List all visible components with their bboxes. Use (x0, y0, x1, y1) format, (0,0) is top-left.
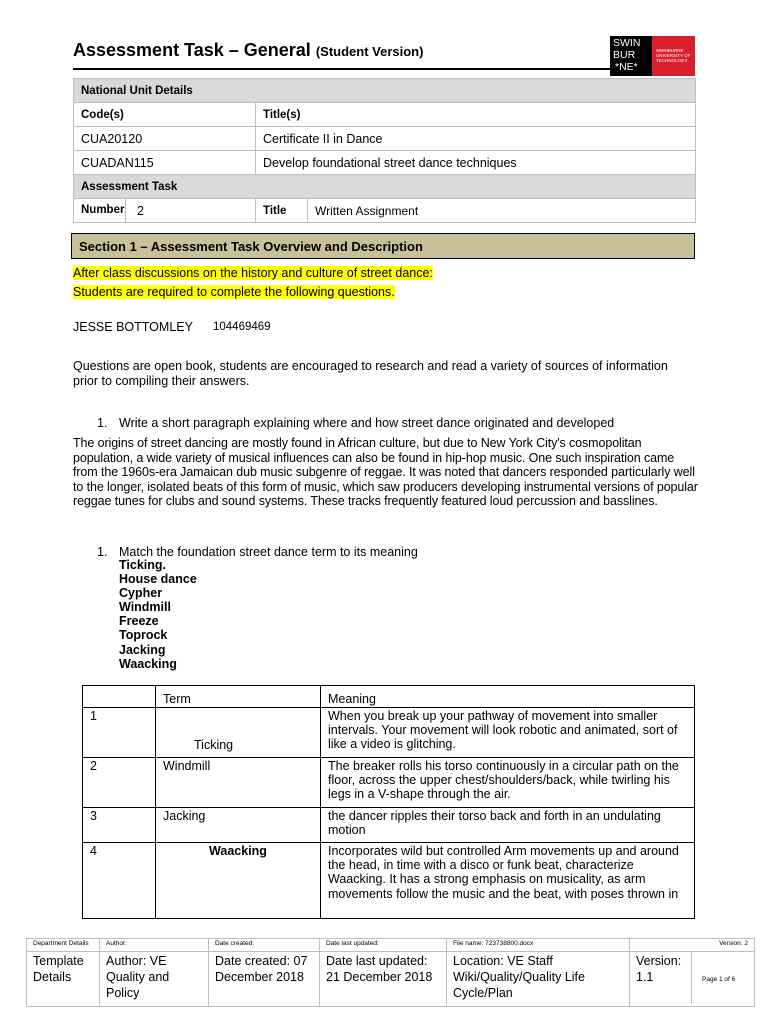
row-term: Windmill (156, 758, 321, 808)
table-row (83, 843, 695, 919)
footer-location: Location: VE Staff Wiki/Quality/Quality Life Cycle/Plan (447, 952, 630, 1007)
title-label: Title (256, 199, 308, 223)
q1-answer: The origins of street dancing are mostly found in African culture, but due to New York City's cosmopolitan population, a wide variety of musical influences can also be found in hip-hop music. One such inspiration came from the 1960s-era Jamaican dub music subgenre of reggae. It was noted that dancers responded particularly well to the longer, isolated beats of this form of music, which saw producers developing instrumental versions of popular reggae tunes for clubs and sound systems. These tracks frequently featured loud percussion and basslines. (73, 436, 698, 508)
student-id: 104469469 (213, 321, 271, 333)
swinburne-logo: SWIN BUR *NE* SWINBURNE UNIVERSITY OF TECHNOLOGY (610, 36, 695, 76)
national-unit-table (73, 78, 696, 223)
page-title (73, 40, 423, 61)
footer-updated: Date last updated: 21 December 2018 (320, 952, 447, 1007)
title-value: Written Assignment (308, 199, 696, 223)
footer-label: Date last updated: (320, 939, 447, 952)
q1-number: 1. (97, 416, 108, 430)
footer-template: Template Details (27, 952, 100, 1007)
row-term: Waacking (156, 843, 321, 919)
number-cell (74, 199, 256, 223)
term-item: Waacking (119, 656, 177, 671)
row-number: 4 (83, 843, 156, 919)
q2-text: Match the foundation street dance term to its meaning (119, 545, 418, 559)
task-heading: Assessment Task (74, 175, 696, 199)
table-row (83, 708, 695, 758)
footer-created: Date created: 07 December 2018 (209, 952, 320, 1007)
term-item: Windmill (119, 600, 171, 615)
highlight-line-2: Students are required to complete the following questions. (73, 285, 395, 299)
code-header: Code(s) (74, 103, 256, 127)
row-term: Jacking (156, 808, 321, 843)
row-term: Ticking (156, 708, 321, 758)
row-meaning: the dancer ripples their torso back and forth in an undulating motion (321, 808, 695, 843)
highlight-line-1: After class discussions on the history and culture of street dance: (73, 266, 433, 280)
footer-label: Department Details (27, 939, 100, 952)
term-list (119, 558, 197, 671)
student-name: JESSE BOTTOMLEY (73, 320, 193, 334)
meaning-column-header: Meaning (321, 686, 695, 708)
term-item: Toprock (119, 628, 168, 643)
term-item: House dance (119, 572, 197, 587)
number-value: 2 (137, 203, 144, 218)
title-header: Title(s) (256, 103, 696, 127)
unit-code: CUADAN115 (74, 151, 256, 175)
footer-page-number: Page 1 of 6 (702, 976, 736, 983)
unit-title: Certificate II in Dance (256, 127, 696, 151)
footer-label: Version: 2 (630, 939, 755, 952)
row-number: 2 (83, 758, 156, 808)
table-cell (83, 686, 156, 708)
term-item: Freeze (119, 614, 159, 629)
intro-text: Questions are open book, students are encouraged to research and read a variety of sources of information prior to compiling their answers. (73, 359, 668, 388)
footer-label: Date created: (209, 939, 320, 952)
term-item: Ticking. (119, 558, 167, 572)
footer-version-cell (630, 952, 755, 1007)
title-subtitle: (Student Version) (315, 44, 424, 59)
row-meaning: When you break up your pathway of movement into smaller intervals. Your movement will look robotic and animated, sort of like a video is glitching. (321, 708, 695, 758)
document-footer (26, 938, 755, 1007)
term-meaning-table (82, 685, 695, 919)
footer-author: Author: VE Quality and Policy (100, 952, 209, 1007)
title-divider (73, 68, 695, 70)
footer-label: File name: 723738800.docx (447, 939, 630, 952)
row-number: 1 (83, 708, 156, 758)
row-meaning: Incorporates wild but controlled Arm movements up and around the head, in time with a disco or funk beat, characterize Waacking. It has a strong emphasis on musicality, as arm movements follow the music and the beat, with poses thrown in (321, 843, 695, 919)
unit-heading: National Unit Details (74, 79, 696, 103)
row-number: 3 (83, 808, 156, 843)
number-label: Number (74, 199, 126, 222)
unit-code: CUA20120 (74, 127, 256, 151)
table-row (83, 758, 695, 808)
q2-number: 1. (97, 545, 108, 559)
section-1-heading: Section 1 – Assessment Task Overview and Description (71, 233, 695, 259)
q1-text: Write a short paragraph explaining where and how street dance originated and developed (119, 416, 615, 430)
footer-version: Version: 1.1 (630, 952, 692, 1004)
footer-label: Author: (100, 939, 209, 952)
unit-title: Develop foundational street dance techniques (256, 151, 696, 175)
row-meaning: The breaker rolls his torso continuously in a circular path on the floor, across the upper chest/shoulders/back, while twirling his legs in a V-shape through the air. (321, 758, 695, 808)
term-item: Cypher (119, 586, 163, 601)
term-column-header: Term (156, 686, 321, 708)
table-row (83, 808, 695, 843)
title-main: Assessment Task – General (73, 40, 311, 60)
term-item: Jacking (119, 642, 166, 657)
